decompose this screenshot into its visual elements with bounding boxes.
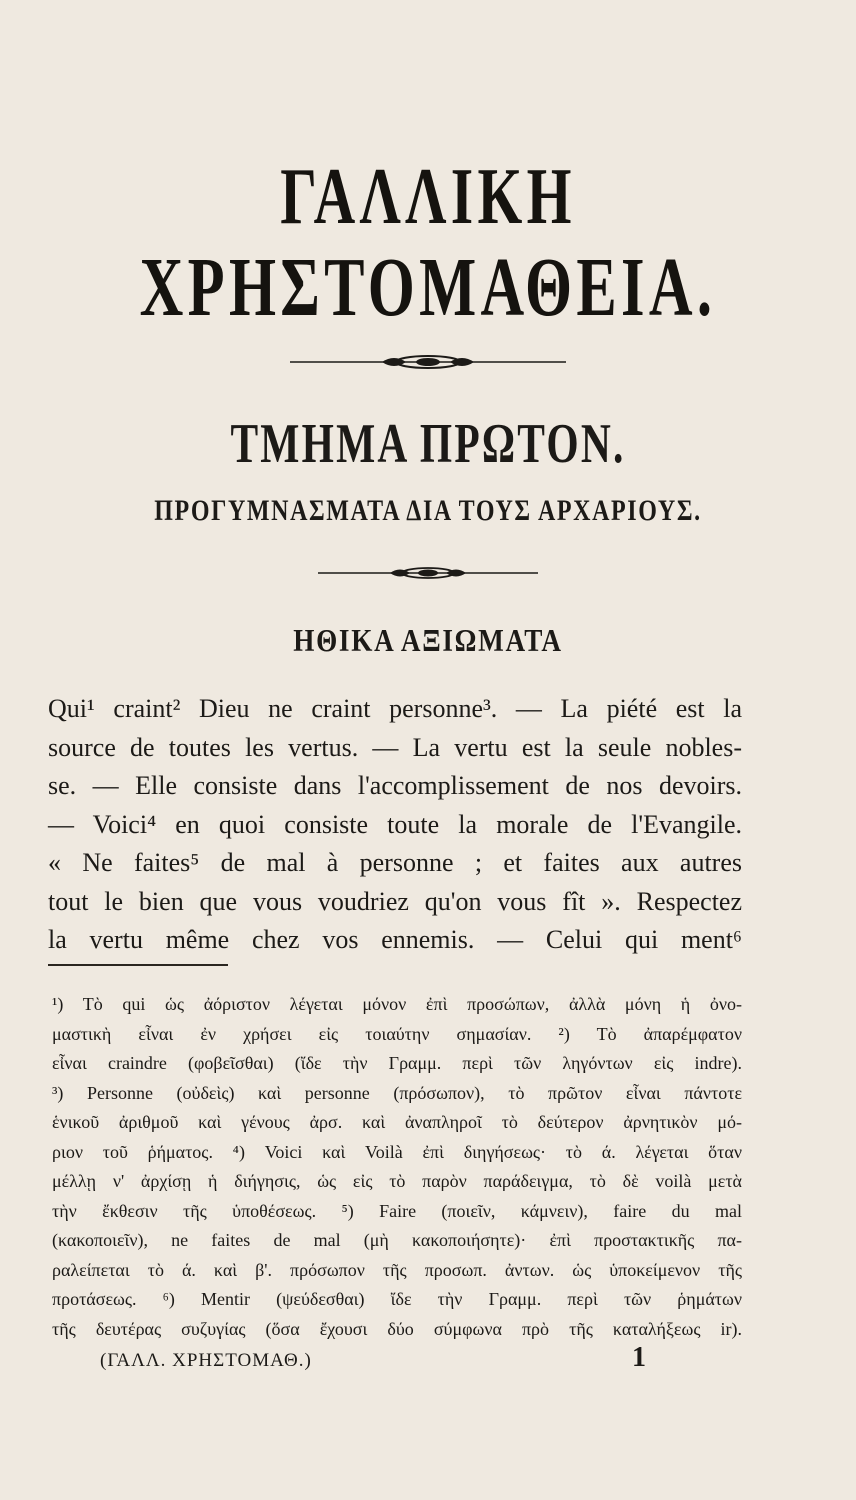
ornament-divider-top: [290, 352, 566, 372]
ornament-divider-middle: [318, 564, 538, 582]
footnote-rule: [48, 964, 228, 966]
section-subtitle: ΠΡΟΓΥΜΝΑΣΜΑΤΑ ΔΙΑ ΤΟΥΣ ΑΡΧΑΡΙΟΥΣ.: [154, 494, 702, 527]
body-text: [48, 690, 742, 960]
body-line: — Voici⁴ en quoi consiste toute la morale de l'Evangile.: [48, 809, 742, 839]
footnote-line: τῆς δευτέρας συζυγίας (ὅσα ἔχουσι δύο σύμφωνα πρὸ τῆς καταλήξεως ir).: [52, 1318, 742, 1339]
footnote-line: ἑνικοῦ ἀριθμοῦ καὶ γένους ἀρσ. καὶ ἀναπληροῖ τὸ δεύτερον ἀρνητικὸν μό-: [52, 1112, 742, 1132]
body-line: tout le bien que vous voudriez qu'on vous fît ». Respectez: [48, 886, 742, 916]
page-number: 1: [632, 1342, 646, 1373]
chapter-title: ΗΘΙΚΑ ΑΞΙΩΜΑΤΑ: [293, 622, 563, 658]
footnote-line: ³) Personne (οὐδεὶς) καὶ personne (πρόσωπον), τὸ πρῶτον εἶναι πάντοτε: [52, 1082, 742, 1103]
body-line: source de toutes les vertus. — La vertu est la seule nobles-: [48, 732, 742, 762]
footnotes: [52, 990, 742, 1344]
body-line: « Ne faites⁵ de mal à personne ; et faites aux autres: [48, 848, 742, 877]
body-line: se. — Elle consiste dans l'accomplissement de nos devoirs.: [48, 771, 742, 800]
footnote-line: μαστικὴ εἶναι ἐν χρήσει εἰς τοιαύτην σημασίαν. ²) Τὸ ἀπαρέμφατον: [52, 1023, 742, 1044]
body-line: Qui¹ craint² Dieu ne craint personne³. — La piété est la: [48, 694, 742, 723]
section-title: ΤΜΗΜΑ ΠΡΩΤΟΝ.: [230, 413, 626, 475]
title-line-2: ΧΡΗΣΤΟΜΑΘΕΙΑ.: [139, 241, 717, 334]
footnote-line: ¹) Τὸ qui ὡς ἀόριστον λέγεται μόνον ἐπὶ προσώπων, ἀλλὰ μόνη ἡ ὀνο-: [52, 994, 742, 1014]
body-line: la vertu même chez vos ennemis. — Celui qui ment⁶: [48, 925, 742, 954]
footnote-line: ριον τοῦ ῥήματος. ⁴) Voici καὶ Voilà ἐπὶ διηγήσεως· τὸ ά. λέγεται ὅταν: [52, 1141, 742, 1162]
footnote-line: εἶναι craindre (φοβεῖσθαι) (ἴδε τὴν Γραμμ. περὶ τῶν ληγόντων εἰς indre).: [52, 1053, 742, 1073]
footer-signature: (ΓΑΛΛ. ΧΡΗΣΤΟΜΑΘ.): [100, 1350, 312, 1371]
footnote-line: (κακοποιεῖν), ne faites de mal (μὴ κακοποιήσητε)· ἐπὶ προστακτικῆς πα-: [52, 1230, 742, 1250]
footnote-line: τὴν ἔκθεσιν τῆς ὑποθέσεως. ⁵) Faire (ποιεῖν, κάμνειν), faire du mal: [52, 1200, 742, 1221]
footnote-line: μέλλῃ ν' ἀρχίσῃ ἡ διήγησις, ὡς εἰς τὸ παρὸν παράδειγμα, τὸ δὲ voilà μετὰ: [52, 1171, 742, 1191]
footnote-line: προτάσεως. ⁶) Mentir (ψεύδεσθαι) ἴδε τὴν Γραμμ. περὶ τῶν ῥημάτων: [52, 1289, 742, 1309]
title-line-1: ΓΑΛΛΙΚΗ: [280, 153, 576, 241]
footnote-line: ραλείπεται τὸ ά. καὶ β'. πρόσωπον τῆς προσωπ. ἀντων. ὡς ὑποκείμενον τῆς: [52, 1259, 742, 1280]
